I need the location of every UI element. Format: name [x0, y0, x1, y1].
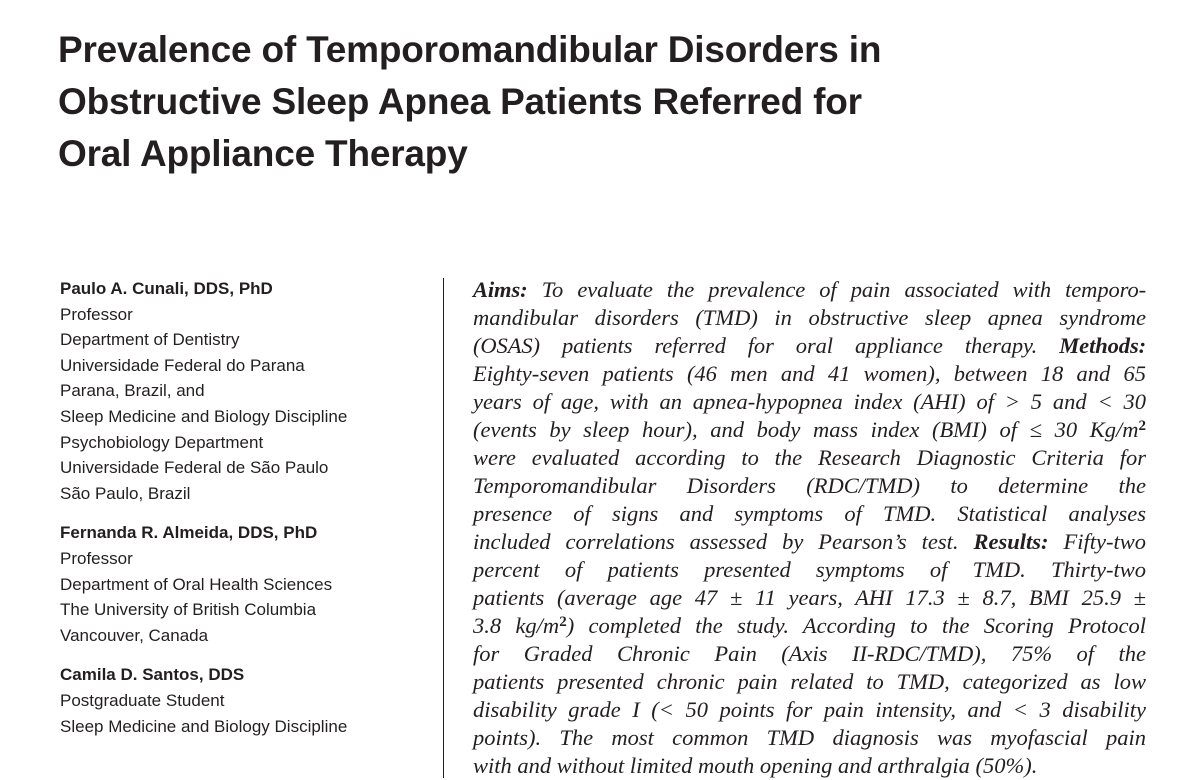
- affiliation-line: Sleep Medicine and Biology Discipline: [60, 716, 348, 736]
- abstract-text: (events by sleep hour), and body mass index (BMI) of ≤ 30 Kg/m: [473, 417, 1139, 442]
- abstract-line: [473, 612, 1146, 640]
- methods-label: Methods:: [1059, 333, 1146, 358]
- superscript: 2: [559, 614, 567, 630]
- title-line: Oral Appliance Therapy: [58, 133, 468, 174]
- abstract-line: were evaluated according to the Research Diagnostic Criteria for: [473, 445, 1146, 470]
- author-affiliations: [60, 276, 430, 753]
- affiliation-line: Universidade Federal de São Paulo: [60, 458, 329, 478]
- article-title: [58, 24, 1058, 180]
- author-block: [60, 520, 430, 648]
- abstract-line: [473, 528, 1146, 556]
- abstract-text: 3.8 kg/m: [473, 613, 560, 638]
- affiliation-line: Psychobiology Department: [60, 432, 264, 452]
- affiliation-line: Professor: [60, 548, 133, 568]
- affiliation-line: São Paulo, Brazil: [60, 483, 191, 503]
- column-divider: [443, 278, 444, 778]
- abstract-line: points). The most common TMD diagnosis was myofascial pain: [473, 725, 1146, 750]
- aims-label: Aims:: [473, 277, 528, 302]
- abstract-line: percent of patients presented symptoms of TMD. Thirty-two: [473, 557, 1146, 582]
- superscript: 2: [1138, 418, 1146, 434]
- abstract-text: To evaluate the prevalence of pain associated with temporo-: [541, 277, 1146, 302]
- abstract-line: for Graded Chronic Pain (Axis II-RDC/TMD), 75% of the: [473, 641, 1146, 666]
- affiliation-line: Postgraduate Student: [60, 690, 225, 710]
- abstract-line: patients (average age 47 ± 11 years, AHI 17.3 ± 8.7, BMI 25.9 ±: [473, 585, 1146, 610]
- affiliation-line: Vancouver, Canada: [60, 625, 209, 645]
- affiliation-line: Universidade Federal do Parana: [60, 355, 305, 375]
- affiliation-line: Department of Dentistry: [60, 330, 240, 350]
- abstract-line: mandibular disorders (TMD) in obstructive sleep apnea syndrome: [473, 305, 1146, 330]
- abstract-text: (OSAS) patients referred for oral appliance therapy.: [473, 333, 1038, 358]
- author-block: [60, 662, 430, 739]
- abstract-line: Temporomandibular Disorders (RDC/TMD) to determine the: [473, 473, 1146, 498]
- title-line: Obstructive Sleep Apnea Patients Referred for: [58, 81, 862, 122]
- abstract-line: [473, 276, 1146, 304]
- affiliation-line: Sleep Medicine and Biology Discipline: [60, 406, 348, 426]
- abstract-text: Fifty-two: [1063, 529, 1146, 554]
- title-line: Prevalence of Temporomandibular Disorders in: [58, 29, 882, 70]
- abstract-line: [473, 416, 1146, 444]
- abstract-text: included correlations assessed by Pearson’s test.: [473, 529, 959, 554]
- abstract-line: patients presented chronic pain related to TMD, categorized as low: [473, 669, 1146, 694]
- abstract-line: disability grade I (< 50 points for pain intensity, and < 3 disability: [473, 697, 1146, 722]
- abstract-line: years of age, with an apnea-hypopnea index (AHI) of > 5 and < 30: [473, 389, 1146, 414]
- author-name: Camila D. Santos, DDS: [60, 665, 245, 685]
- author-block: [60, 276, 430, 506]
- abstract: [473, 276, 1146, 780]
- abstract-line: with and without limited mouth opening and arthralgia (50%).: [473, 753, 1038, 778]
- abstract-line: [473, 332, 1146, 360]
- affiliation-line: Professor: [60, 304, 133, 324]
- affiliation-line: Department of Oral Health Sciences: [60, 574, 333, 594]
- author-name: Fernanda R. Almeida, DDS, PhD: [60, 523, 318, 543]
- results-label: Results:: [973, 529, 1049, 554]
- abstract-line: presence of signs and symptoms of TMD. Statistical analyses: [473, 501, 1146, 526]
- affiliation-line: The University of British Columbia: [60, 600, 317, 620]
- affiliation-line: Parana, Brazil, and: [60, 381, 205, 401]
- abstract-text: ) completed the study. According to the Scoring Protocol: [566, 613, 1146, 638]
- abstract-line: Eighty-seven patients (46 men and 41 women), between 18 and 65: [473, 361, 1146, 386]
- author-name: Paulo A. Cunali, DDS, PhD: [60, 279, 273, 298]
